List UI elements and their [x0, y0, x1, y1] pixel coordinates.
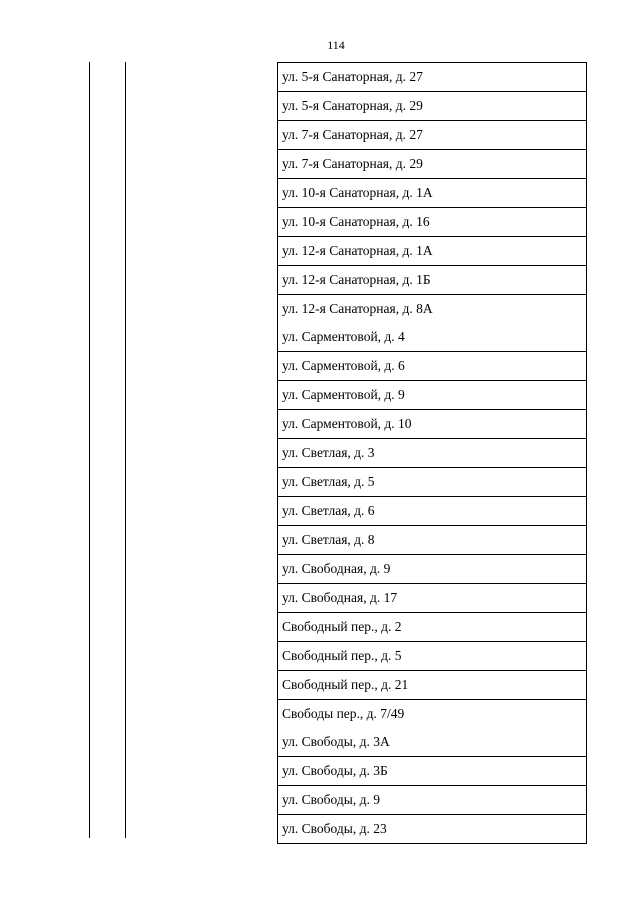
address-cell: ул. Сарментовой, д. 6	[278, 352, 587, 381]
table-row	[278, 613, 587, 642]
column-divider-middle	[125, 62, 126, 838]
address-cell: ул. Светлая, д. 8	[278, 526, 587, 555]
table-row	[278, 237, 587, 266]
address-cell: Свободы пер., д. 7/49	[278, 700, 587, 729]
address-cell: ул. Свободы, д. 3Б	[278, 757, 587, 786]
address-cell: Свободный пер., д. 5	[278, 642, 587, 671]
table-row	[278, 468, 587, 497]
table-row	[278, 323, 587, 352]
table-row	[278, 352, 587, 381]
address-cell: ул. Сарментовой, д. 10	[278, 410, 587, 439]
table-row	[278, 121, 587, 150]
address-cell: ул. 5-я Санаторная, д. 27	[278, 63, 587, 92]
address-cell: Свободный пер., д. 21	[278, 671, 587, 700]
table-row	[278, 786, 587, 815]
table-row	[278, 671, 587, 700]
address-cell: ул. 10-я Санаторная, д. 1А	[278, 179, 587, 208]
address-cell: ул. 12-я Санаторная, д. 8А	[278, 295, 587, 324]
table-row	[278, 642, 587, 671]
address-cell: ул. Свободная, д. 9	[278, 555, 587, 584]
address-cell: ул. 7-я Санаторная, д. 27	[278, 121, 587, 150]
column-divider-left	[89, 62, 90, 838]
address-cell: ул. 7-я Санаторная, д. 29	[278, 150, 587, 179]
table-row	[278, 728, 587, 757]
table-row	[278, 381, 587, 410]
address-cell: ул. Свободы, д. 3А	[278, 728, 587, 757]
address-cell: ул. Свободная, д. 17	[278, 584, 587, 613]
table-row	[278, 555, 587, 584]
address-cell: ул. 5-я Санаторная, д. 29	[278, 92, 587, 121]
address-cell: ул. 12-я Санаторная, д. 1А	[278, 237, 587, 266]
address-cell: ул. 10-я Санаторная, д. 16	[278, 208, 587, 237]
table-row	[278, 63, 587, 92]
address-cell: ул. Свободы, д. 23	[278, 815, 587, 844]
table-row	[278, 700, 587, 729]
address-cell: ул. Светлая, д. 6	[278, 497, 587, 526]
table-row	[278, 150, 587, 179]
table-row	[278, 526, 587, 555]
table-row	[278, 266, 587, 295]
address-cell: ул. Светлая, д. 3	[278, 439, 587, 468]
table-row	[278, 757, 587, 786]
table-row	[278, 815, 587, 844]
address-cell: ул. Светлая, д. 5	[278, 468, 587, 497]
address-cell: ул. Свободы, д. 9	[278, 786, 587, 815]
table-row	[278, 92, 587, 121]
table-row	[278, 410, 587, 439]
table-row	[278, 295, 587, 324]
page-number: 114	[327, 38, 345, 52]
address-cell: Свободный пер., д. 2	[278, 613, 587, 642]
table-row	[278, 208, 587, 237]
address-table	[277, 62, 587, 844]
table-row	[278, 179, 587, 208]
table-row	[278, 584, 587, 613]
address-cell: ул. 12-я Санаторная, д. 1Б	[278, 266, 587, 295]
address-table-body	[278, 63, 587, 844]
table-row	[278, 497, 587, 526]
address-cell: ул. Сарментовой, д. 9	[278, 381, 587, 410]
address-cell: ул. Сарментовой, д. 4	[278, 323, 587, 352]
table-row	[278, 439, 587, 468]
